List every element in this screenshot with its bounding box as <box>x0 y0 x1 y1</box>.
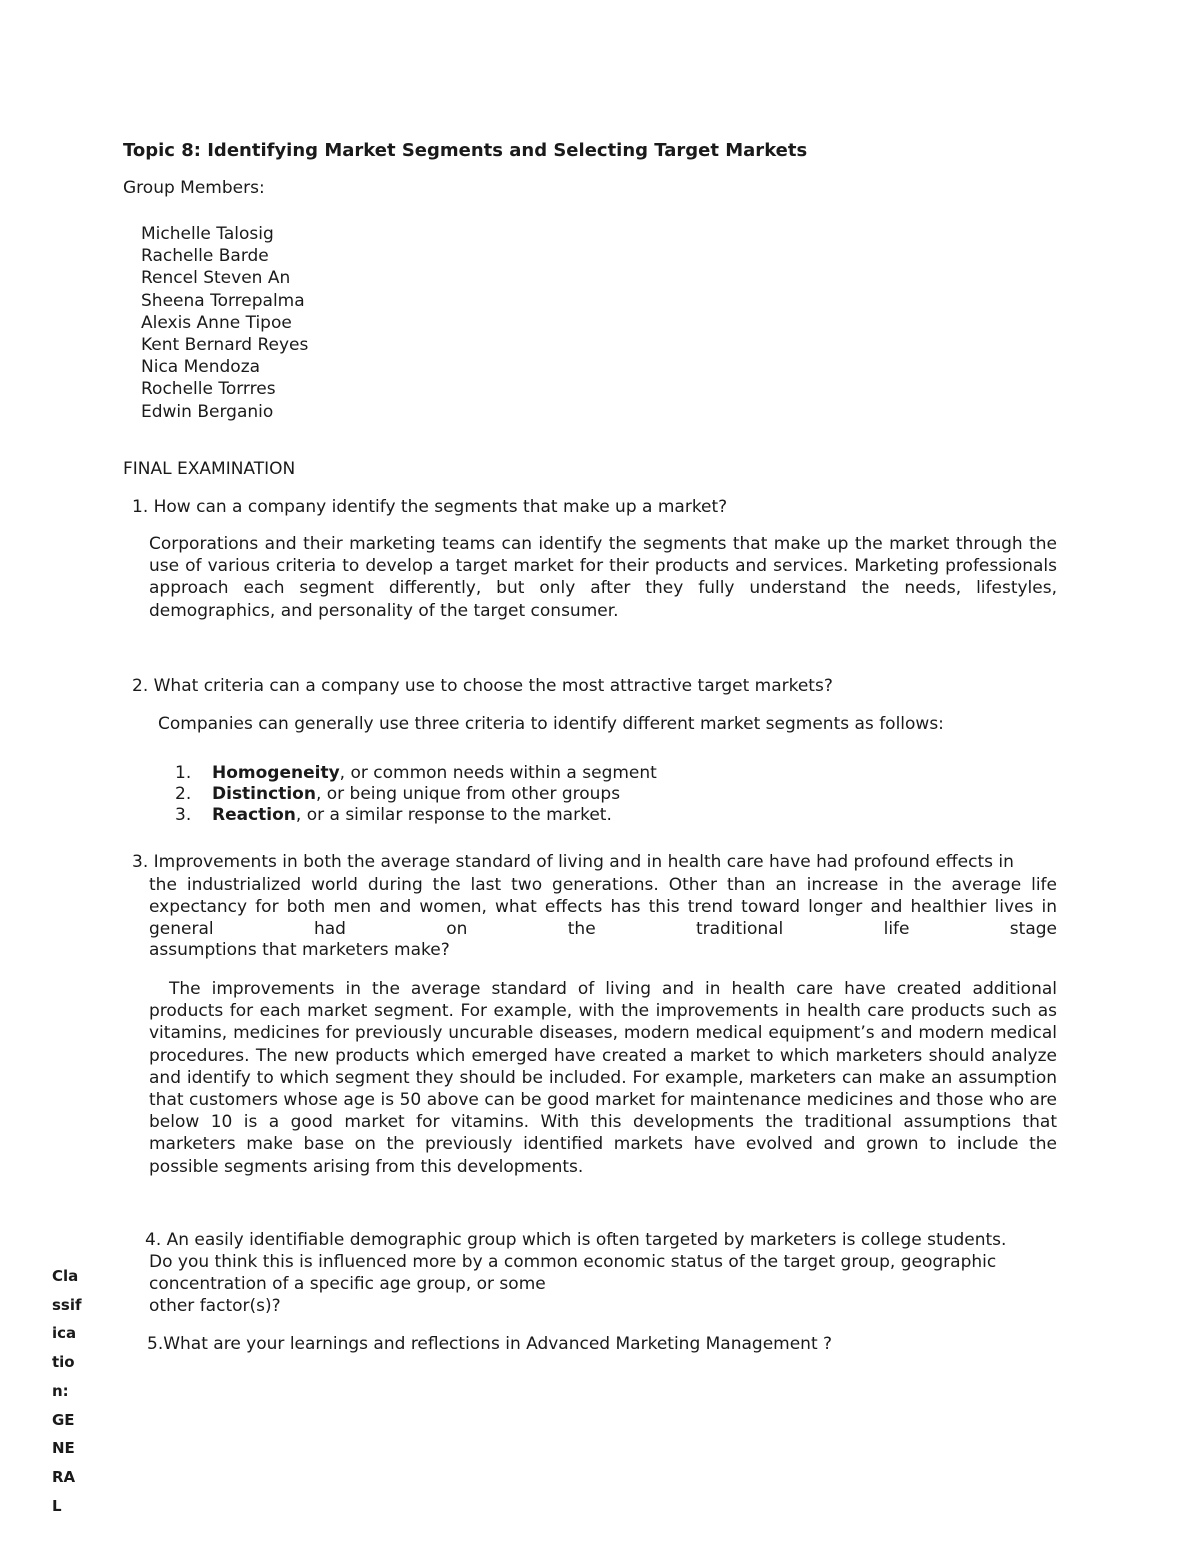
criteria-list <box>175 763 657 825</box>
criteria-item: 3. Reaction, or a similar response to the market. <box>175 804 612 825</box>
answer-3: The improvements in the average standard of living and in health care have created additional products for each market segment. For example, with the improvements in health care products such as vitamins, medicines for previously uncurable diseases, modern medical equipment’s and modern medical procedures. The new products which emerged have created a market to which marketers should analyze and identify to which segment they should be included. For example, marketers can make an assumption that customers whose age is 50 above can be good market for maintenance medicines and those who are below 10 is a good market for vitamins. With this developments the traditional assumptions that marketers make base on the previously identified markets have evolved and grown to include the possible segments arising from this developments. <box>149 979 1057 1177</box>
criteria-item: 1. Homogeneity, or common needs within a segment <box>175 763 657 783</box>
member-item: Michelle Talosig <box>141 224 274 244</box>
question-1: 1. How can a company identify the segments that make up a market? <box>132 497 728 517</box>
criteria-item: 2. Distinction, or being unique from other groups <box>175 783 621 804</box>
exam-label: FINAL EXAMINATION <box>123 459 296 479</box>
question-4-line: concentration of a specific age group, or some <box>149 1274 546 1294</box>
question-4-line: Do you think this is influenced more by a common economic status of the target group, geographic <box>149 1252 997 1272</box>
group-members-label: Group Members: <box>123 178 265 198</box>
document-title: Topic 8: Identifying Market Segments and Selecting Target Markets <box>123 140 808 161</box>
question-3-tail: assumptions that marketers make? <box>149 940 450 960</box>
question-2: 2. What criteria can a company use to choose the most attractive target markets? <box>132 676 833 696</box>
question-5: 5.What are your learnings and reflections in Advanced Marketing Management ? <box>147 1334 833 1354</box>
classification-label: Classification: GENERAL <box>52 1267 82 1515</box>
member-item: Sheena Torrepalma <box>141 290 305 311</box>
member-item: Kent Bernard Reyes <box>141 335 309 356</box>
members-list <box>141 223 308 423</box>
member-item: Rachelle Barde <box>141 246 269 267</box>
question-3-body: the industrialized world during the last two generations. Other than an increase in the average life expectancy for both men and women, what effects has this trend toward longer and healthier lives in general had on the traditional life stage <box>149 875 1057 940</box>
member-item: Rochelle Torrres <box>141 379 276 400</box>
answer-1: Corporations and their marketing teams can identify the segments that make up the market through the use of various criteria to develop a target market for their products and services. Marketing professionals approach each segment differently, but only after they fully understand the needs, lifestyles, demographics, and personality of the target consumer. <box>149 534 1057 621</box>
question-3: 3. Improvements in both the average standard of living and in health care have had profound effects in <box>132 852 1014 872</box>
member-item: Nica Mendoza <box>141 357 261 378</box>
member-item: Rencel Steven An <box>141 268 291 289</box>
member-item: Alexis Anne Tipoe <box>141 312 292 333</box>
answer-2-intro: Companies can generally use three criteria to identify different market segments as follows: <box>158 714 944 734</box>
member-item: Edwin Berganio <box>141 401 274 422</box>
question-4-line: other factor(s)? <box>149 1296 281 1316</box>
question-4-line: 4. An easily identifiable demographic group which is often targeted by marketers is college students. <box>145 1230 1007 1250</box>
